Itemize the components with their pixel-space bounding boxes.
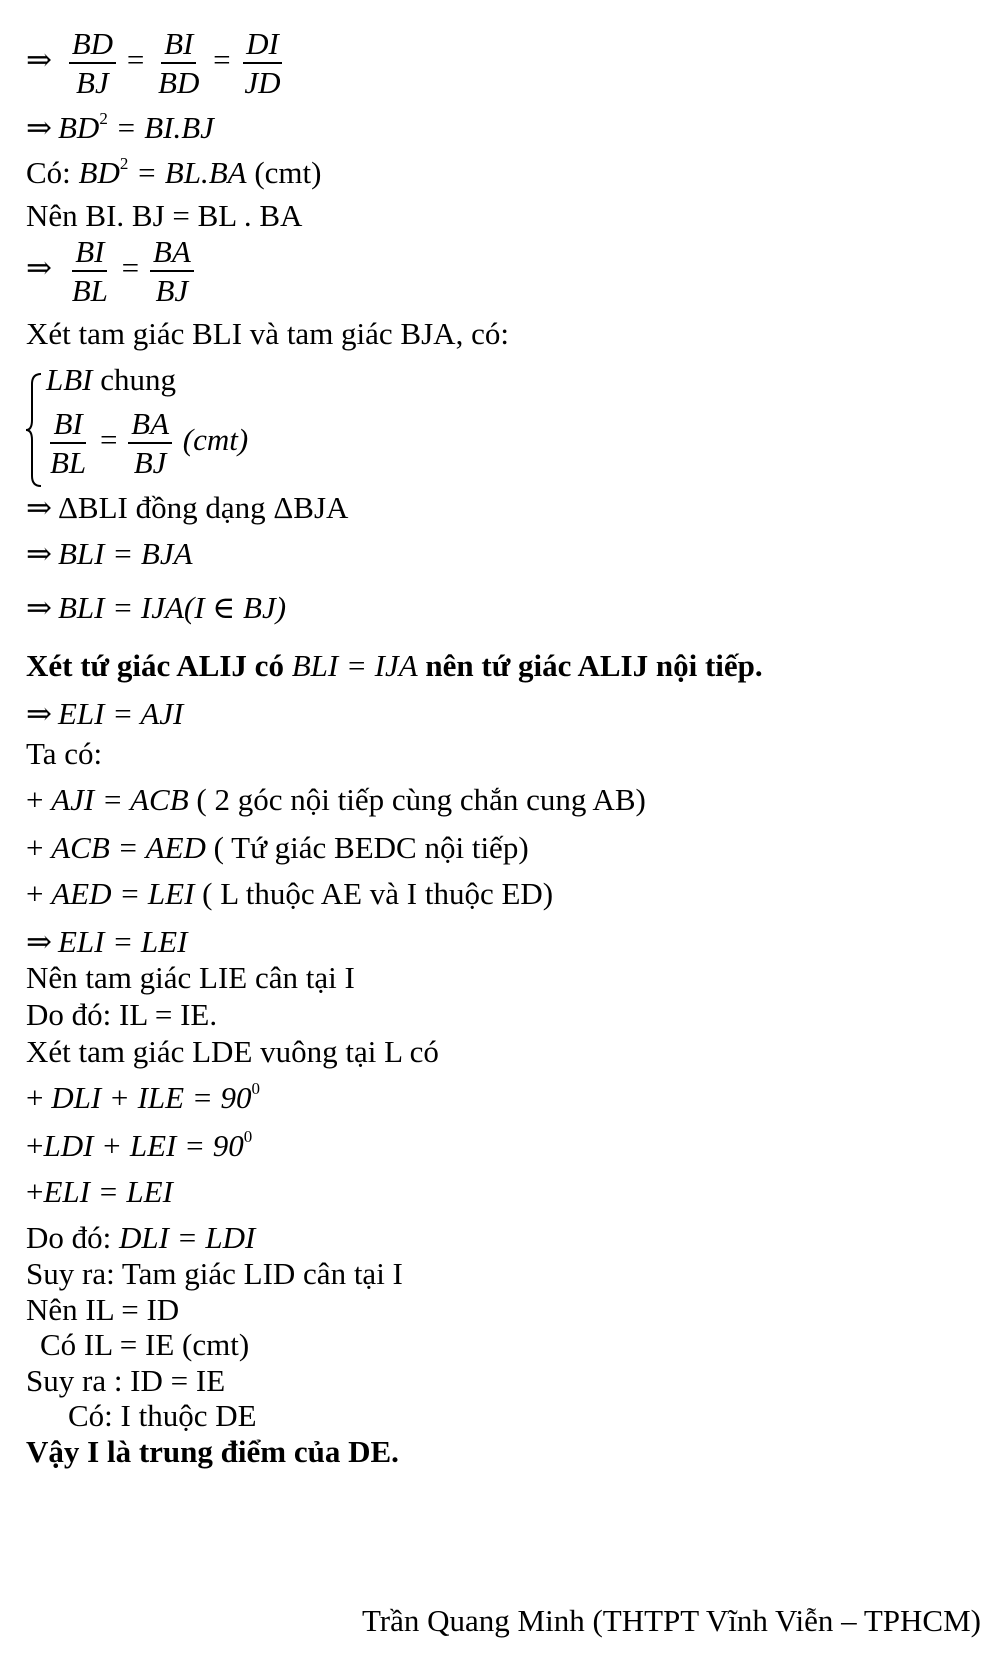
- text-line: + AJI = ACB ( 2 góc nội tiếp cùng chắn cung AB): [26, 782, 646, 817]
- equation-bd-squared: ⇒ $BD^2 = BI.BJ$: [26, 109, 214, 145]
- text-line: + ACB = AED ( Tứ giác BEDC nội tiếp): [26, 830, 529, 865]
- text-line: Do đó: IL = IE.: [26, 997, 218, 1032]
- text-line: Ta có:: [26, 736, 103, 771]
- bold-statement: Xét tứ giác ALIJ có BLI = IJA nên tứ giác ALIJ nội tiếp.: [26, 648, 763, 683]
- text-line: Xét tam giác LDE vuông tại L có: [26, 1034, 439, 1069]
- text-line: Xét tam giác BLI và tam giác BJA, có:: [26, 316, 509, 351]
- equation-ratio-bd-bj: ⇒ $\frac{BD}{BJ}$ = $\frac{BI}{BD}$ = $\frac{DI}{JD}$: [26, 28, 287, 98]
- text-line: Có: $BD^2 = BL.BA$ (cmt): [26, 154, 322, 190]
- fraction: $\frac{BD}{BJ}$: [69, 28, 116, 98]
- text-line: Nên BI. BJ = BL . BA: [26, 198, 303, 233]
- text-line: Có: I thuộc DE: [68, 1398, 257, 1433]
- fraction: $\frac{BI}{BD}$: [158, 26, 200, 100]
- text-line: Nên tam giác LIE cân tại I: [26, 960, 355, 995]
- system-line-2: $\frac{BI}{BL}$ = $\frac{BA}{BJ}$ (cmt): [44, 408, 248, 478]
- equation-line: + DLI + ILE = $90^0$: [26, 1079, 261, 1115]
- text-line: Nên IL = ID: [26, 1292, 180, 1327]
- equation-ratio-bi-bl: ⇒ $\frac{BI}{BL}$ = $\frac{BA}{BJ}$: [26, 236, 197, 306]
- equation-line: ⇒ BLI = IJA(I ∈ BJ): [26, 590, 287, 625]
- equation-line: ⇒ ELI = LEI: [26, 924, 188, 959]
- equation-line: ⇒ ELI = AJI: [26, 696, 184, 731]
- text-line: Có IL = IE (cmt): [40, 1327, 250, 1362]
- equation-line: +ELI = LEI: [26, 1174, 173, 1209]
- text-line: ⇒ ΔBLI đồng dạng ΔBJA: [26, 490, 349, 525]
- text-line: Suy ra: Tam giác LID cân tại I: [26, 1256, 403, 1291]
- system-line-1: LBI chung: [46, 362, 177, 397]
- fraction: $\frac{BA}{BJ}$: [150, 236, 194, 306]
- conclusion: Vậy I là trung điểm của DE.: [26, 1434, 399, 1469]
- equation-line: ⇒ BLI = BJA: [26, 536, 193, 571]
- equation-line: +LDI + LEI = $90^0$: [26, 1127, 253, 1163]
- curly-brace-icon: [24, 372, 44, 488]
- fraction: $\frac{DI}{JD}$: [244, 26, 281, 100]
- author-signature: Trần Quang Minh (THTPT Vĩnh Viễn – TPHCM): [361, 1603, 981, 1638]
- text-line: Suy ra : ID = IE: [26, 1363, 226, 1398]
- fraction: $\frac{BI}{BL}$: [71, 234, 108, 308]
- fraction: $\frac{BA}{BJ}$: [128, 408, 172, 478]
- fraction: $\frac{BI}{BL}$: [50, 406, 87, 480]
- text-line: + AED = LEI ( L thuộc AE và I thuộc ED): [26, 876, 554, 911]
- text-line: Do đó: DLI = LDI: [26, 1220, 256, 1255]
